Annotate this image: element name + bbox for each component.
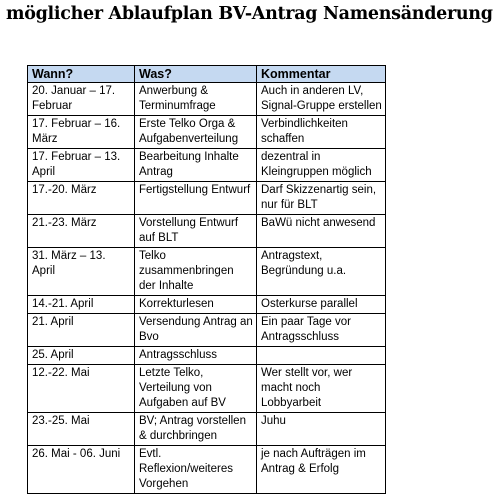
table-row <box>28 347 386 365</box>
cell-comment: Antragstext, Begründung u.a. <box>257 248 386 296</box>
table-row <box>28 314 386 347</box>
cell-what: Evtl. Reflexion/weiteres Vorgehen <box>135 446 257 494</box>
cell-comment: Juhu <box>257 413 386 446</box>
table-row <box>28 248 386 296</box>
cell-what: Anwerbung & Terminumfrage <box>135 83 257 116</box>
cell-when: 26. Mai - 06. Juni <box>28 446 135 494</box>
table-row <box>28 446 386 494</box>
cell-when: 17. Februar – 13. April <box>28 149 135 182</box>
cell-when: 12.-22. Mai <box>28 365 135 413</box>
cell-what: BV; Antrag vorstellen & durchbringen <box>135 413 257 446</box>
table-row <box>28 296 386 314</box>
cell-comment: Verbindlichkeiten schaffen <box>257 116 386 149</box>
table-row <box>28 215 386 248</box>
cell-what: Versendung Antrag an Bvo <box>135 314 257 347</box>
cell-comment: Auch in anderen LV, Signal-Gruppe erstellen <box>257 83 386 116</box>
cell-what: Fertigstellung Entwurf <box>135 182 257 215</box>
table-row <box>28 149 386 182</box>
table-row <box>28 413 386 446</box>
cell-when: 17. Februar – 16. März <box>28 116 135 149</box>
cell-what: Vorstellung Entwurf auf BLT <box>135 215 257 248</box>
table-header-row <box>28 66 386 83</box>
cell-what: Telko zusammenbringen der Inhalte <box>135 248 257 296</box>
cell-when: 25. April <box>28 347 135 365</box>
cell-comment: je nach Aufträgen im Antrag & Erfolg <box>257 446 386 494</box>
cell-when: 20. Januar – 17. Februar <box>28 83 135 116</box>
cell-what: Bearbeitung Inhalte Antrag <box>135 149 257 182</box>
cell-comment: Wer stellt vor, wer macht noch Lobbyarbeit <box>257 365 386 413</box>
schedule-table <box>27 65 386 494</box>
header-comment: Kommentar <box>257 66 386 83</box>
cell-what: Antragsschluss <box>135 347 257 365</box>
cell-when: 23.-25. Mai <box>28 413 135 446</box>
cell-comment: Ein paar Tage vor Antragsschluss <box>257 314 386 347</box>
cell-comment: dezentral in Kleingruppen möglich <box>257 149 386 182</box>
cell-when: 17.-20. März <box>28 182 135 215</box>
cell-when: 31. März – 13. April <box>28 248 135 296</box>
table-row <box>28 182 386 215</box>
header-when: Wann? <box>28 66 135 83</box>
table-row <box>28 365 386 413</box>
page-title: möglicher Ablaufplan BV-Antrag Namensänderung <box>6 4 493 24</box>
cell-comment <box>257 347 386 365</box>
header-what: Was? <box>135 66 257 83</box>
cell-what: Letzte Telko, Verteilung von Aufgaben auf BV <box>135 365 257 413</box>
cell-when: 14.-21. April <box>28 296 135 314</box>
cell-comment: Osterkurse parallel <box>257 296 386 314</box>
cell-what: Korrekturlesen <box>135 296 257 314</box>
cell-when: 21.-23. März <box>28 215 135 248</box>
cell-comment: Darf Skizzenartig sein, nur für BLT <box>257 182 386 215</box>
cell-what: Erste Telko Orga & Aufgabenverteilung <box>135 116 257 149</box>
table-row <box>28 83 386 116</box>
table-row <box>28 116 386 149</box>
cell-comment: BaWü nicht anwesend <box>257 215 386 248</box>
cell-when: 21. April <box>28 314 135 347</box>
